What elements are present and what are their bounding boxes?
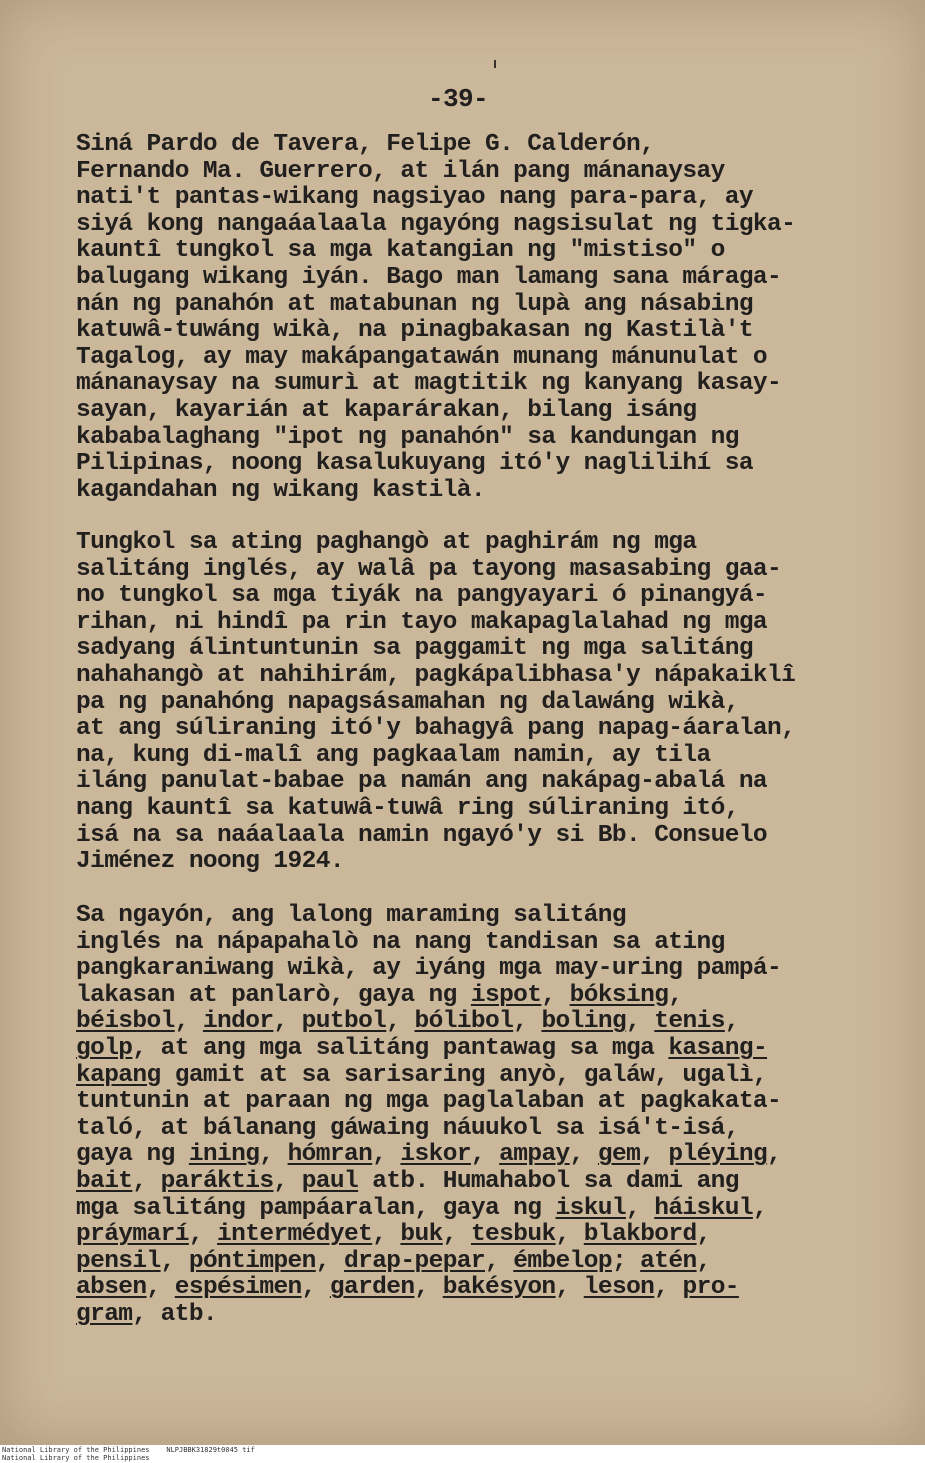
text-line: rihan, ni hindî pa rin tayo makapaglalahad ng mga [76, 608, 768, 636]
underlined-word: golp [76, 1034, 133, 1062]
paragraph-1 [76, 132, 795, 504]
text-line: na, kung di-malî ang pagkaalam namin, ay tila [76, 741, 711, 769]
underlined-word: émbelop [513, 1247, 612, 1275]
underlined-word: intermédyet [217, 1221, 373, 1249]
text-line: pangkaraniwang wikà, ay iyáng mga may-uring pampá- [76, 955, 782, 983]
underlined-word: bait [76, 1167, 133, 1195]
underlined-word: hómran [287, 1141, 373, 1169]
paragraph-3 [76, 903, 781, 1329]
text-line: at ang súliraning itó'y bahagyâ pang napag-áaralan, [76, 715, 796, 743]
text-line: Sa ngayón, ang lalong maraming salitáng [76, 902, 626, 929]
underlined-word: iskor [400, 1141, 471, 1169]
underlined-word: pro- [682, 1274, 739, 1302]
underlined-word: atén [640, 1247, 697, 1275]
underlined-word: putbol [301, 1008, 387, 1036]
underlined-word: póntimpen [188, 1247, 316, 1275]
text-line: kauntî tungkol sa mga katangian ng "mistiso" o [76, 237, 725, 265]
underlined-word: indor [202, 1008, 274, 1036]
underlined-word: iskul [555, 1194, 626, 1222]
underlined-word: ispot [470, 981, 542, 1009]
underlined-word: boling [541, 1008, 627, 1036]
text-line: katuwâ-tuwáng wikà, na pinagbakasan ng Kastilà't [76, 317, 753, 345]
text-line: kagandahan ng wikang kastilà. [76, 476, 485, 504]
text-line: nati't pantas-wikang nagsiyao nang para-para, ay [76, 184, 753, 212]
text-line: inglés na nápapahalò na nang tandisan sa ating [76, 928, 725, 956]
text-line: práymarí, intermédyet, buk, tesbuk, blakbord, [76, 1221, 711, 1249]
page-number: -39- [428, 84, 489, 114]
underlined-word: háiskul [654, 1194, 753, 1222]
text-line: iláng panulat-babae pa namán ang nakápag-abalá na [76, 768, 768, 796]
underlined-word: kapang [76, 1061, 161, 1089]
text-line: Siná Pardo de Tavera, Felipe G. Calderón, [76, 131, 655, 158]
underlined-word: gem [597, 1141, 641, 1169]
text-line: Fernando Ma. Guerrero, at ilán pang mánanaysay [76, 157, 725, 185]
text-line: no tungkol sa mga tiyák na pangyayari ó pinangyá- [76, 582, 768, 610]
text-line: Tungkol sa ating paghangò at paghirám ng mga [76, 529, 697, 556]
paragraph-2 [76, 530, 795, 876]
text-line: taló, at bálanang gáwaing náuukol sa isá't-isá, [76, 1114, 739, 1142]
text-line: bait, paráktis, paul atb. Humahabol sa dami ang [76, 1167, 739, 1195]
text-line: mga salitáng pampáaralan, gaya ng iskul, háiskul, [76, 1194, 768, 1222]
footer-line-1: National Library of the Philippines NLPJBBK31829t0045 tif [2, 1446, 255, 1454]
text-line: lakasan at panlarò, gaya ng ispot, bóksing, [76, 981, 683, 1009]
text-line: isá na sa naáalaala namin ngayó'y si Bb. Consuelo [76, 821, 768, 849]
underlined-word: garden [329, 1274, 415, 1302]
underlined-word: buk [400, 1221, 443, 1249]
text-line: kapang gamit at sa sarisaring anyò, galáw, ugalì, [76, 1061, 768, 1089]
underlined-word: bólibol [414, 1008, 514, 1036]
text-line: absen, espésimen, garden, bakésyon, leson, pro- [76, 1274, 739, 1302]
underlined-word: béisbol [76, 1008, 175, 1036]
underlined-word: ining [188, 1141, 260, 1169]
text-line: mánanaysay na sumurì at magtitik ng kanyang kasay- [76, 370, 782, 398]
underlined-word: kasang- [668, 1034, 768, 1062]
text-line: béisbol, indor, putbol, bólibol, boling, tenis, [76, 1008, 739, 1036]
underlined-word: ampay [499, 1141, 570, 1169]
text-line: Tagalog, ay may makápangatawán munang mánunulat o [76, 343, 768, 371]
text-line: siyá kong nangaáalaala ngayóng nagsisulat ng tigka- [76, 210, 796, 238]
text-line: nán ng panahón at matabunan ng lupà ang násabing [76, 290, 753, 318]
text-line: nang kauntî sa katuwâ-tuwâ ring súliraning itó, [76, 794, 739, 822]
text-line: gaya ng ining, hómran, iskor, ampay, gem, pléying, [76, 1141, 782, 1169]
underlined-word: blakbord [583, 1221, 697, 1249]
underlined-word: tesbuk [470, 1221, 556, 1249]
underlined-word: gram [76, 1300, 133, 1328]
text-line: nahahangò at nahihirám, pagkápalibhasa'y nápakaiklî [76, 661, 796, 689]
underlined-word: espésimen [174, 1274, 302, 1302]
scan-footer [2, 1446, 255, 1462]
underlined-word: pensil [76, 1247, 161, 1275]
text-line: sayan, kayarián at kaparárakan, bilang isáng [76, 396, 697, 424]
text-line: golp, at ang mga salitáng pantawag sa mga kasang- [76, 1034, 768, 1062]
text-line: Jiménez noong 1924. [76, 848, 344, 876]
text-line: gram, atb. [76, 1300, 218, 1328]
underlined-word: bakésyon [442, 1274, 556, 1302]
text-line: sadyang álintuntunin sa paggamit ng mga salitáng [76, 635, 753, 663]
underlined-word: tenis [654, 1008, 725, 1036]
ink-mark [494, 60, 496, 68]
footer-line-2: National Library of the Philippines [2, 1454, 150, 1462]
text-line: pensil, póntimpen, drap-pepar, émbelop; atén, [76, 1247, 711, 1275]
text-line: Pilipinas, noong kasalukuyang itó'y naglilihí sa [76, 450, 753, 478]
text-line: kababalaghang "ipot ng panahón" sa kandungan ng [76, 423, 739, 451]
underlined-word: leson [583, 1274, 655, 1302]
underlined-word: bóksing [569, 981, 669, 1009]
underlined-word: paráktis [160, 1167, 274, 1195]
text-line: tuntunin at paraan ng mga paglalaban at pagkakata- [76, 1088, 782, 1116]
underlined-word: drap-pepar [343, 1247, 486, 1275]
underlined-word: absen [76, 1274, 147, 1302]
underlined-word: práymarí [76, 1221, 189, 1249]
underlined-word: paul [301, 1167, 359, 1195]
text-line: balugang wikang iyán. Bago man lamang sana máraga- [76, 263, 782, 291]
text-line: salitáng inglés, ay walâ pa tayong masasabing gaa- [76, 555, 782, 583]
underlined-word: pléying [668, 1141, 768, 1169]
text-line: pa ng panahóng napagsásamahan ng dalawáng wikà, [76, 688, 739, 716]
